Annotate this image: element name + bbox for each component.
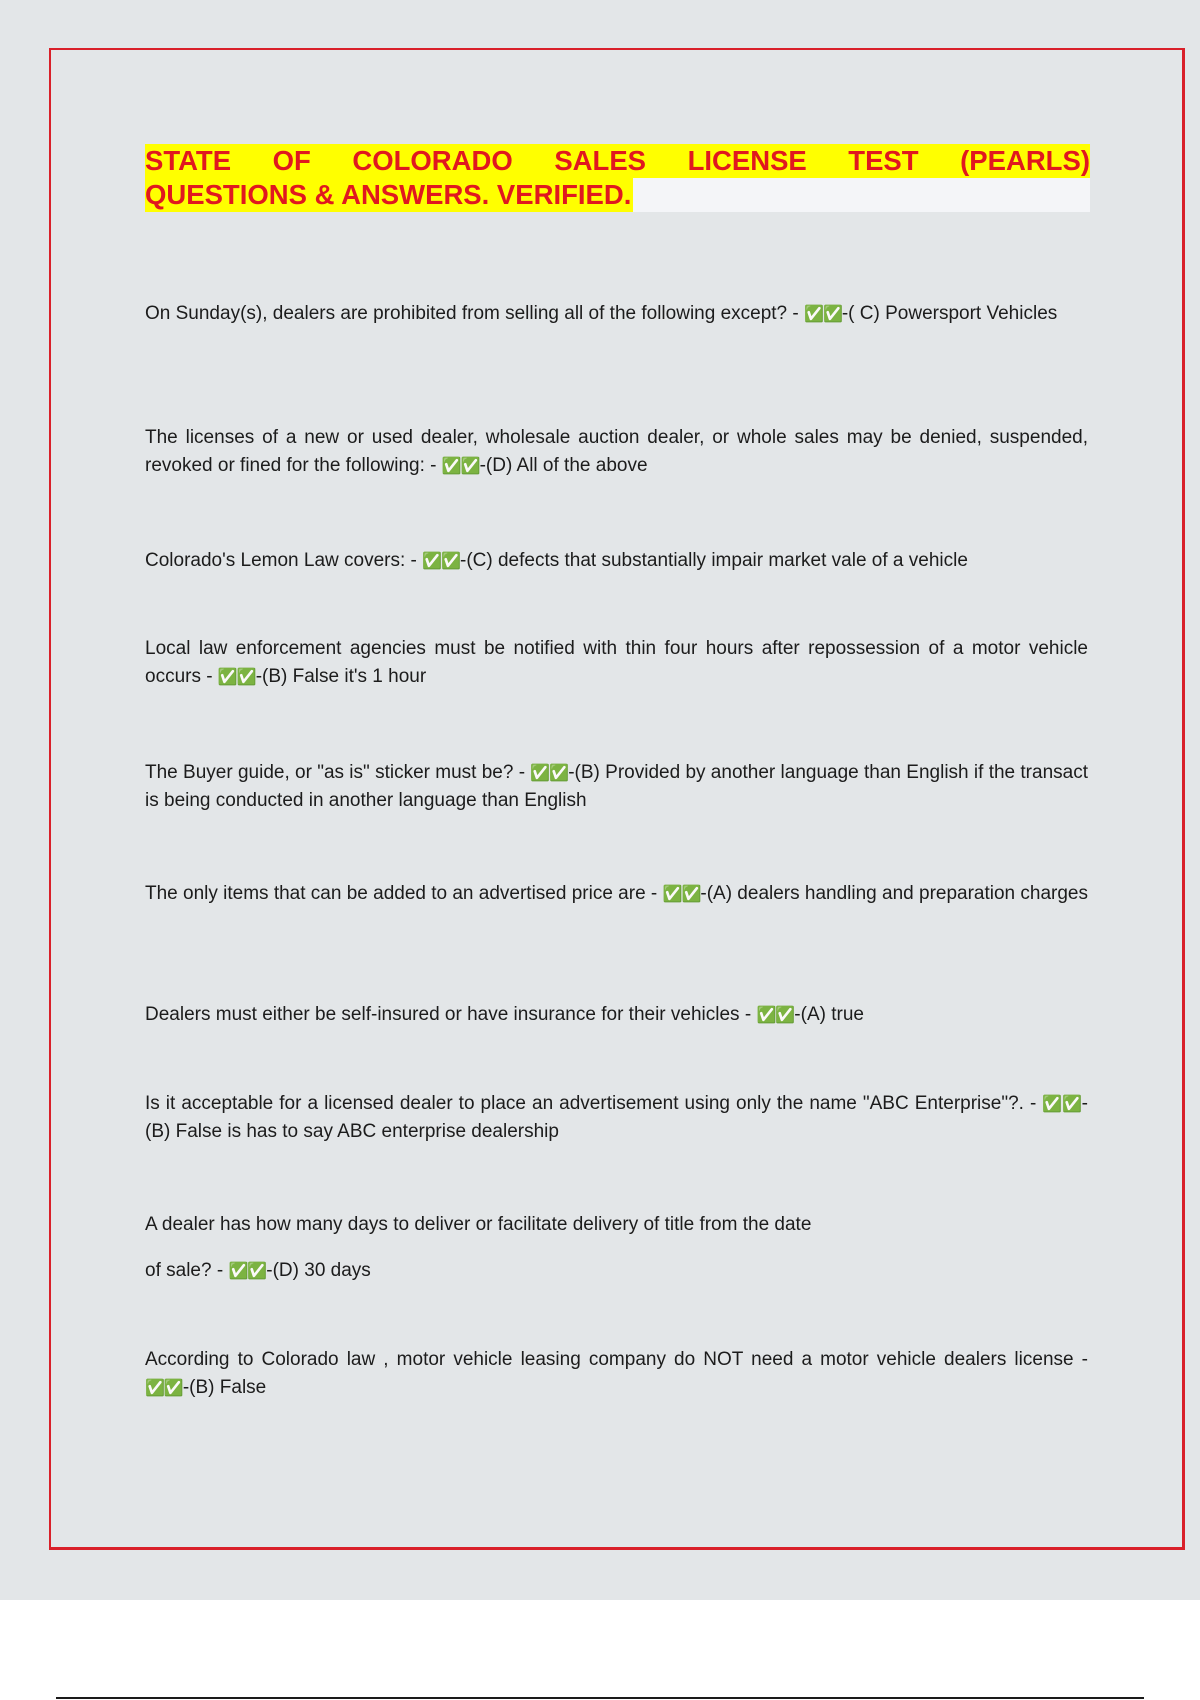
question-text: Colorado's Lemon Law covers: - [145, 550, 423, 571]
title-word: (PEARLS) [960, 145, 1090, 176]
answer-text: -( C) Powersport Vehicles [841, 303, 1058, 324]
double-check-icon: ✅✅ [756, 1005, 795, 1024]
answer-text: -(B) False is has to say ABC enterprise dealership [145, 1093, 1088, 1142]
qa-item [145, 880, 1088, 908]
answer-text: -(B) False it's 1 hour [255, 666, 427, 687]
qa-item [145, 635, 1088, 691]
question-text: The Buyer guide, or "as is" sticker must be? - [145, 762, 531, 783]
title-line-2-text: QUESTIONS & ANSWERS. VERIFIED. [145, 179, 632, 210]
answer-text: -(C) defects that substantially impair market vale of a vehicle [460, 550, 968, 571]
question-text: On Sunday(s), dealers are prohibited from selling all of the following except? - [145, 303, 805, 324]
double-check-icon: ✅✅ [145, 1378, 183, 1397]
qa-item [145, 759, 1088, 815]
double-check-icon: ✅✅ [804, 304, 842, 323]
double-check-icon: ✅✅ [422, 551, 460, 570]
answer-text: -(B) False [182, 1377, 267, 1398]
qa-item [145, 1211, 1088, 1239]
footer-divider [56, 1697, 1144, 1699]
double-check-icon: ✅✅ [441, 456, 480, 475]
answer-text: -(A) dealers handling and preparation charges [700, 883, 1089, 904]
double-check-icon: ✅✅ [1042, 1094, 1082, 1113]
double-check-icon: ✅✅ [662, 884, 701, 903]
question-text: According to Colorado law , motor vehicle leasing company do NOT need a motor vehicle dealers license - [145, 1349, 1088, 1370]
answer-text: -(A) true [794, 1004, 864, 1025]
answer-text: -(B) Provided by another language than English if the transact is being conducted in another language than English [145, 762, 1088, 811]
document-title [145, 144, 1090, 212]
qa-item-continued [145, 1257, 1088, 1285]
qa-item [145, 547, 1088, 575]
title-word: SALES [554, 145, 647, 176]
answer-text: -(D) All of the above [479, 455, 648, 476]
answer-text: -(D) 30 days [266, 1260, 371, 1281]
question-text: A dealer has how many days to deliver or facilitate delivery of title from the date [145, 1214, 812, 1235]
title-line-2 [145, 178, 1090, 212]
title-word: OF [272, 145, 311, 176]
question-text: Is it acceptable for a licensed dealer to place an advertisement using only the name "ABC Enterprise"?. - [145, 1093, 1043, 1114]
title-word: TEST [848, 145, 919, 176]
qa-item [145, 300, 1088, 328]
title-line-1 [145, 144, 1090, 178]
title-word: LICENSE [687, 145, 807, 176]
title-word: STATE [145, 145, 232, 176]
qa-item [145, 1090, 1088, 1146]
question-text: The only items that can be added to an advertised price are - [145, 883, 663, 904]
title-word: COLORADO [352, 145, 513, 176]
qa-item [145, 424, 1088, 480]
question-text-continued: of sale? - [145, 1260, 229, 1281]
qa-item [145, 1346, 1088, 1402]
qa-item [145, 1001, 1088, 1029]
double-check-icon: ✅✅ [530, 763, 569, 782]
question-text: Dealers must either be self-insured or have insurance for their vehicles - [145, 1004, 757, 1025]
double-check-icon: ✅✅ [228, 1261, 267, 1280]
question-text: Local law enforcement agencies must be notified with thin four hours after repossession of a motor vehicle occurs - [145, 638, 1088, 687]
double-check-icon: ✅✅ [217, 667, 256, 686]
question-text: The licenses of a new or used dealer, wholesale auction dealer, or whole sales may be denied, suspended, revoked or fined for the following: - [145, 427, 1088, 476]
